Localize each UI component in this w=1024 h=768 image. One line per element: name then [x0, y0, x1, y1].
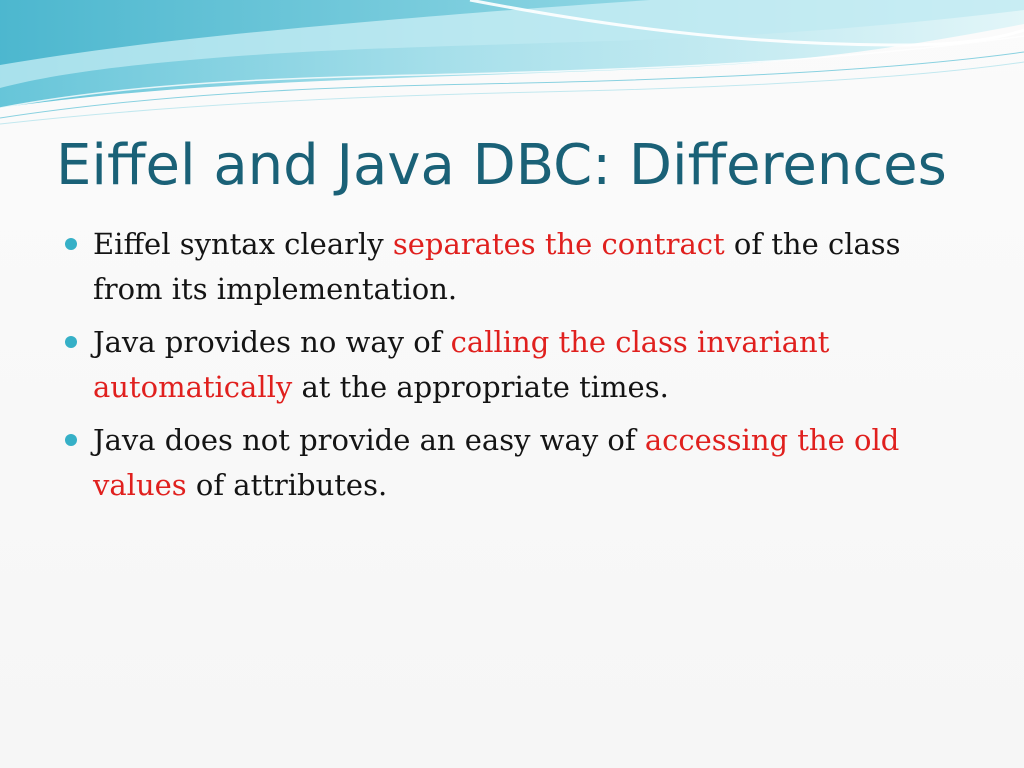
bullet-text-highlight: calling the class invariant automatically	[93, 325, 830, 404]
bullet-item-1	[60, 222, 965, 312]
bullet-text-plain: Java provides no way of	[93, 325, 451, 359]
bullet-text-plain: at the appropriate times.	[292, 370, 669, 404]
bullet-text-plain: Java does not provide an easy way of	[93, 423, 645, 457]
decorative-wave-banner	[0, 0, 1024, 130]
bullet-item-3	[60, 418, 965, 508]
slide-title: Eiffel and Java DBC: Differences	[56, 133, 947, 198]
bullet-text-highlight: separates the contract	[392, 227, 725, 261]
bullet-item-2	[60, 320, 965, 410]
round-bullet-icon	[65, 238, 77, 250]
bullet-text-plain: Eiffel syntax clearly	[93, 227, 393, 261]
bullet-list	[60, 222, 965, 516]
bullet-text-highlight: accessing the old values	[93, 423, 900, 502]
bullet-text-plain: of attributes.	[186, 468, 388, 502]
round-bullet-icon	[65, 434, 77, 446]
bullet-text-plain: of the class from its implementation.	[93, 227, 901, 306]
round-bullet-icon	[65, 336, 77, 348]
